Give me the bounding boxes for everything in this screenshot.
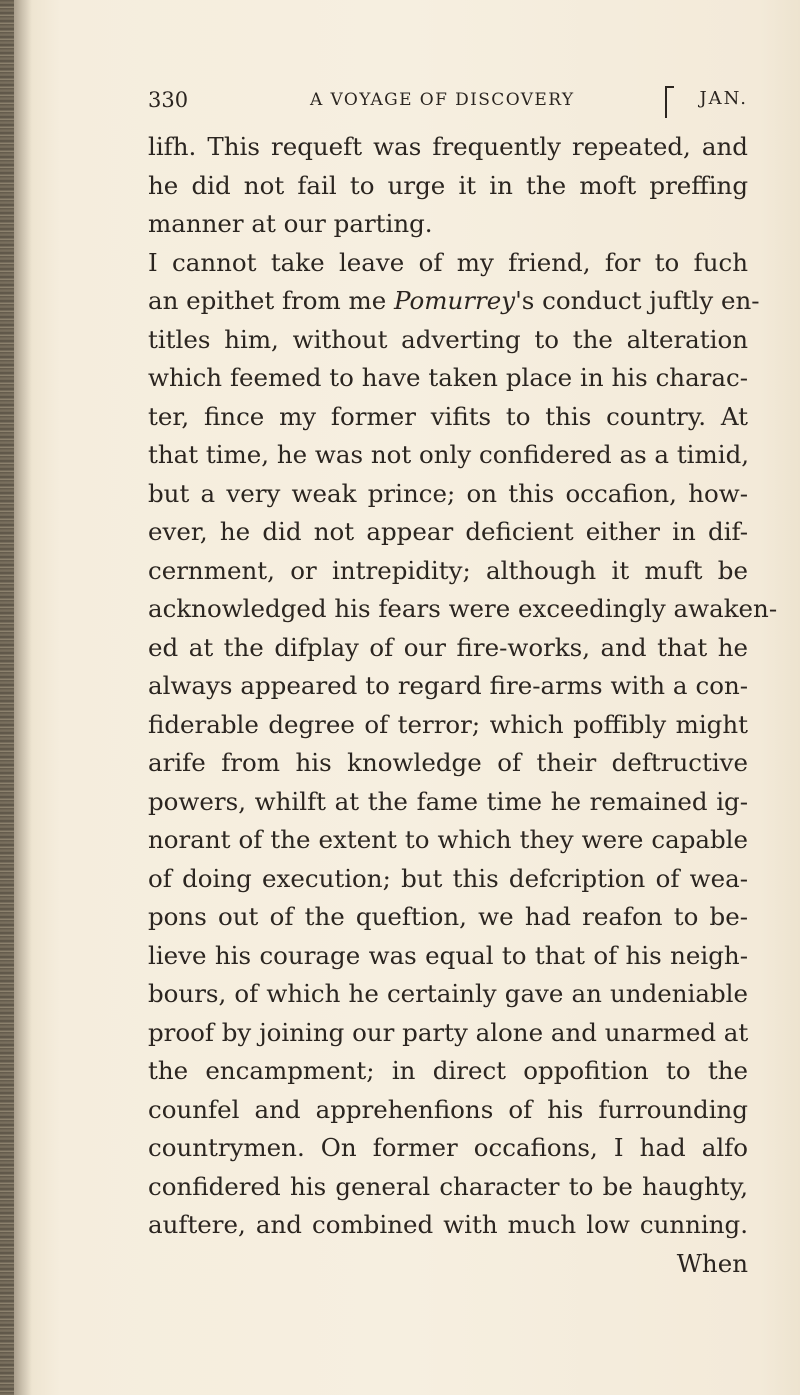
- text-line: he did not fail to urge it in the moft preffing: [148, 170, 748, 200]
- text-line: of doing execution; but this defcription of wea-: [148, 863, 748, 893]
- text-line: bours, of which he certainly gave an undeniable: [148, 979, 748, 1008]
- running-title: A VOYAGE OF DISCOVERY: [310, 90, 575, 110]
- text-line: ever, he did not appear deficient either in dif-: [148, 517, 748, 546]
- running-header: [148, 88, 748, 122]
- text-line: fiderable degree of terror; which poffibly might: [148, 709, 748, 739]
- text-line: auftere, and combined with much low cunning.: [148, 1210, 748, 1239]
- book-binding-edge: [0, 0, 14, 1395]
- text-line: titles him, without adverting to the alteration: [148, 324, 748, 354]
- header-bracket: [665, 86, 674, 118]
- page-number: 330: [148, 88, 189, 112]
- text-line: which feemed to have taken place in his charac-: [148, 363, 748, 392]
- text-line: ter, fince my former vifits to this country. At: [148, 401, 748, 431]
- text-line: manner at our parting.: [148, 209, 433, 238]
- text-line: proof by joining our party alone and unarmed at: [148, 1017, 749, 1047]
- text-line: that time, he was not only confidered as a timid,: [148, 440, 750, 469]
- text-line-with-name: [148, 282, 760, 321]
- text-line: lifh. This requeft was frequently repeated, and: [148, 132, 748, 161]
- person-name-pomurrey: Pomurrey: [394, 286, 516, 315]
- text-line: but a very weak prince; on this occafion, how-: [148, 478, 748, 508]
- text-line: lieve his courage was equal to that of his neigh-: [148, 940, 748, 970]
- text-line: pons out of the queftion, we had reafon to be-: [148, 902, 748, 931]
- gutter-shadow: [14, 0, 32, 1395]
- text-line: acknowledged his fears were exceedingly awaken-: [148, 594, 778, 623]
- catchword: When: [676, 1248, 748, 1278]
- text-line: countrymen. On former occafions, I had alfo: [148, 1133, 748, 1162]
- text-line: cernment, or intrepidity; although it muft be: [148, 555, 748, 585]
- text-line: confidered his general character to be haughty,: [148, 1171, 748, 1201]
- body-text: [148, 128, 778, 1283]
- text-segment: 's conduct juftly en-: [515, 286, 760, 315]
- text-segment: an epithet from me: [148, 286, 395, 315]
- text-line: I cannot take leave of my friend, for to fuch: [148, 247, 748, 277]
- text-line: arife from his knowledge of their deftructive: [148, 748, 748, 777]
- text-line: always appeared to regard fire-arms with a con-: [148, 671, 748, 700]
- text-line: ed at the difplay of our fire-works, and that he: [148, 632, 748, 662]
- text-line: counfel and apprehenfions of his furrounding: [148, 1094, 748, 1124]
- text-line: powers, whilft at the fame time he remained ig-: [148, 786, 748, 816]
- text-line: the encampment; in direct oppofition to the: [148, 1056, 748, 1085]
- running-date: JAN.: [699, 88, 748, 109]
- text-line: norant of the extent to which they were capable: [148, 825, 748, 854]
